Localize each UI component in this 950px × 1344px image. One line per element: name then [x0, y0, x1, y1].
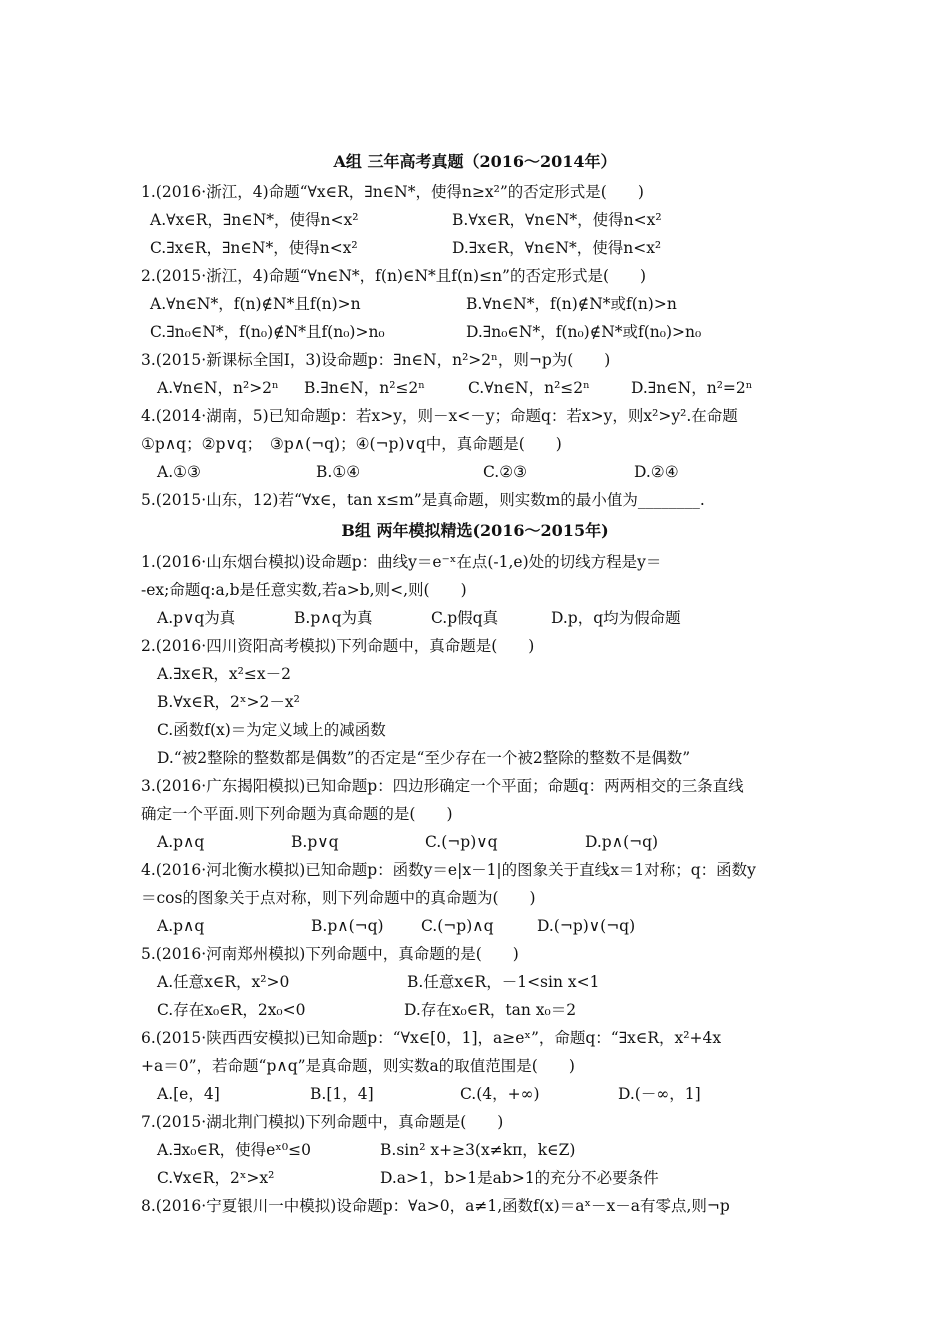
answer-option: B.∀x∈R，2ˣ>2－x² — [157, 693, 300, 711]
answer-option: D.(－∞，1] — [618, 1085, 701, 1103]
question-text-line: -ex;命题q:a,b是任意实数,若a>b,则<,则( ) — [141, 581, 467, 599]
question-text-line: 5.(2016·河南郑州模拟)下列命题中，真命题的是( ) — [141, 945, 519, 963]
question-text-line: 确定一个平面.则下列命题为真命题的是( ) — [141, 805, 453, 823]
answer-option: B.①④ — [316, 463, 361, 481]
answer-option: C.∃x∈R，∃n∈N*，使得n<x² — [150, 239, 358, 257]
question-text-line: ＝cos的图象关于点对称，则下列命题中的真命题为( ) — [141, 889, 536, 907]
answer-option: C.p假q真 — [431, 609, 499, 627]
answer-option: B.p∧q为真 — [294, 609, 373, 627]
answer-option: C.∀x∈R，2ˣ>x² — [157, 1169, 275, 1187]
answer-option: A.任意x∈R，x²>0 — [157, 973, 290, 991]
answer-option: B.∀n∈N*，f(n)∉N*或f(n)>n — [466, 295, 677, 313]
question-text-line: 2.(2016·四川资阳高考模拟)下列命题中，真命题是( ) — [141, 637, 535, 655]
answer-option: B.∃n∈N，n²≤2ⁿ — [304, 379, 425, 397]
section-heading: A组 三年高考真题（2016～2014年） — [333, 152, 617, 171]
answer-option: D.∃x∈R，∀n∈N*，使得n<x² — [452, 239, 662, 257]
answer-option: A.[e，4] — [157, 1085, 220, 1103]
question-text-line: 1.(2016·浙江，4)命题“∀x∈R，∃n∈N*，使得n≥x²”的否定形式是( ) — [141, 183, 644, 201]
question-text-line: 5.(2015·山东，12)若“∀x∈，tan x≤m”是真命题，则实数m的最小值为________. — [141, 491, 705, 509]
question-text-line: 4.(2014·湖南，5)已知命题p：若x>y，则－x<－y；命题q：若x>y，则x²>y².在命题 — [141, 407, 738, 425]
answer-option: D.存在x₀∈R，tan x₀＝2 — [404, 1001, 577, 1019]
answer-option: C.(¬p)∨q — [425, 833, 498, 851]
answer-option: C.(¬p)∧q — [421, 917, 494, 935]
answer-option: B.p∧(¬q) — [311, 917, 384, 935]
answer-option: D.②④ — [634, 463, 679, 481]
answer-option: D.p∧(¬q) — [585, 833, 659, 851]
answer-option: D.∃n∈N，n²=2ⁿ — [631, 379, 753, 397]
answer-option: C.(4，+∞) — [460, 1085, 540, 1103]
answer-option: C.②③ — [483, 463, 528, 481]
answer-option: C.函数f(x)＝为定义域上的减函数 — [157, 721, 386, 739]
answer-option: D.(¬p)∨(¬q) — [537, 917, 636, 935]
question-text-line: 2.(2015·浙江，4)命题“∀n∈N*，f(n)∈N*且f(n)≤n”的否定形式是( ) — [141, 267, 647, 285]
answer-option: C.存在x₀∈R，2x₀<0 — [157, 1001, 306, 1019]
answer-option: B.任意x∈R，－1<sin x<1 — [407, 973, 600, 991]
answer-option: B.[1，4] — [310, 1085, 374, 1103]
question-text-line: 1.(2016·山东烟台模拟)设命题p：曲线y＝e⁻ˣ在点(-1,e)处的切线方程是y＝ — [141, 553, 662, 571]
answer-option: C.∀n∈N，n²≤2ⁿ — [468, 379, 590, 397]
answer-option: D.a>1，b>1是ab>1的充分不必要条件 — [380, 1169, 659, 1187]
answer-option: A.p∧q — [157, 833, 205, 851]
answer-option: A.p∧q — [157, 917, 205, 935]
answer-option: D.p，q均为假命题 — [551, 609, 681, 627]
answer-option: A.∀n∈N，n²>2ⁿ — [157, 379, 279, 397]
question-text-line: 6.(2015·陕西西安模拟)已知命题p：“∀x∈[0，1]，a≥eˣ”，命题q：“∃x∈R，x²+4x — [141, 1029, 722, 1047]
answer-option: A.∃x∈R，x²≤x－2 — [157, 665, 291, 683]
section-heading: B组 两年模拟精选(2016～2015年) — [341, 521, 609, 540]
answer-option: D.∃n₀∈N*，f(n₀)∉N*或f(n₀)>n₀ — [466, 323, 702, 341]
answer-option: D.“被2整除的整数都是偶数”的否定是“至少存在一个被2整除的整数不是偶数” — [157, 749, 691, 767]
question-text-line: ①p∧q；②p∨q； ③p∧(¬q)；④(¬p)∨q中，真命题是( ) — [141, 435, 562, 453]
answer-option: B.∀x∈R，∀n∈N*，使得n<x² — [452, 211, 662, 229]
question-text-line: 8.(2016·宁夏银川一中模拟)设命题p：∀a>0，a≠1,函数f(x)＝aˣ－x－a有零点,则¬p — [141, 1197, 730, 1215]
question-text-line: +a＝0”，若命题“p∧q”是真命题，则实数a的取值范围是( ) — [141, 1057, 575, 1075]
answer-option: A.①③ — [157, 463, 201, 481]
question-text-line: 3.(2015·新课标全国Ⅰ，3)设命题p：∃n∈N，n²>2ⁿ，则¬p为( ) — [141, 351, 611, 369]
answer-option: C.∃n₀∈N*，f(n₀)∉N*且f(n₀)>n₀ — [150, 323, 385, 341]
answer-option: B.p∨q — [291, 833, 339, 851]
answer-option: A.∃x₀∈R，使得eˣ⁰≤0 — [157, 1141, 311, 1159]
answer-option: A.p∨q为真 — [157, 609, 236, 627]
answer-option: B.sin² x+≥3(x≠kπ，k∈Z) — [380, 1141, 576, 1159]
question-text-line: 4.(2016·河北衡水模拟)已知命题p：函数y＝e|x－1|的图象关于直线x＝1对称；q：函数y — [141, 861, 756, 879]
question-text-line: 3.(2016·广东揭阳模拟)已知命题p：四边形确定一个平面；命题q：两两相交的三条直线 — [141, 777, 744, 795]
answer-option: A.∀x∈R，∃n∈N*，使得n<x² — [150, 211, 359, 229]
answer-option: A.∀n∈N*，f(n)∉N*且f(n)>n — [150, 295, 361, 313]
question-text-line: 7.(2015·湖北荆门模拟)下列命题中，真命题是( ) — [141, 1113, 504, 1131]
